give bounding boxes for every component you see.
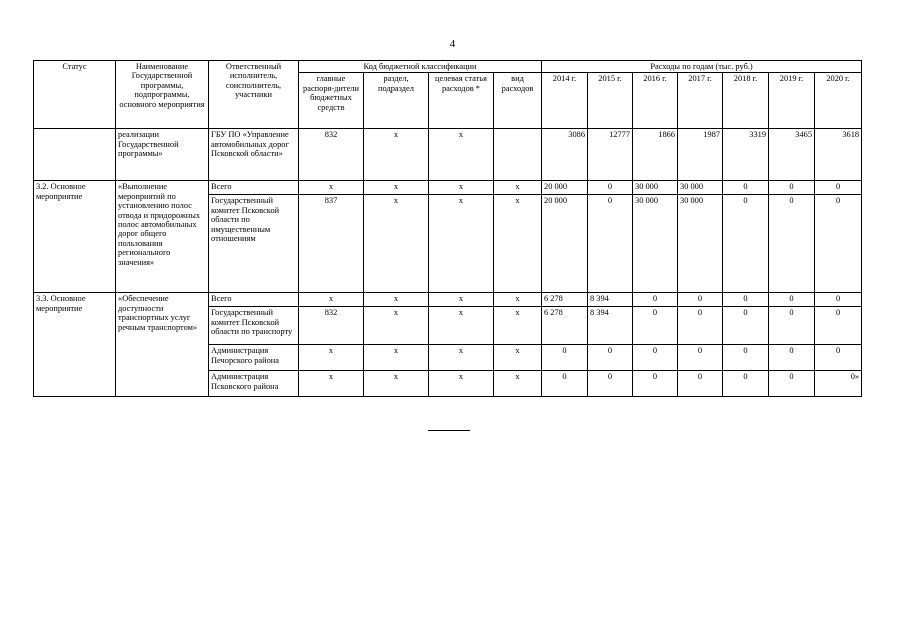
value-cell: 0	[678, 293, 723, 307]
budget-table	[33, 60, 862, 397]
value-cell: 0	[815, 307, 862, 345]
code-cell: х	[364, 129, 429, 181]
value-cell: 6 278	[542, 293, 588, 307]
value-cell: 0	[723, 181, 769, 195]
value-cell: 0	[769, 345, 815, 371]
code-cell: х	[364, 371, 429, 397]
value-cell: 30 000	[633, 195, 678, 293]
code-cell: х	[364, 181, 429, 195]
value-cell: 0	[769, 181, 815, 195]
code-cell: х	[364, 307, 429, 345]
code-cell: х	[494, 195, 542, 293]
value-cell: 0	[769, 293, 815, 307]
closing-rule	[428, 430, 470, 431]
header-year: 2019 г.	[769, 73, 815, 129]
code-cell: х	[494, 307, 542, 345]
header-name: Наименование Государственной программы, подпрограммы, основного мероприятия	[116, 61, 209, 129]
code-cell: 832	[299, 307, 364, 345]
header-code-col: вид расходов	[494, 73, 542, 129]
value-cell: 0	[815, 293, 862, 307]
code-cell: х	[364, 195, 429, 293]
value-cell: 0	[588, 371, 633, 397]
code-cell: х	[429, 307, 494, 345]
value-cell: 0	[633, 293, 678, 307]
executor-cell: Всего	[209, 181, 299, 195]
executor-cell: Государственный комитет Псковской области по имущественным отношениям	[209, 195, 299, 293]
code-cell: х	[364, 345, 429, 371]
value-cell: 0	[723, 293, 769, 307]
code-cell: х	[429, 181, 494, 195]
header-code-group: Код бюджетной классификации	[299, 61, 542, 73]
value-cell: 1987	[678, 129, 723, 181]
code-cell: х	[299, 181, 364, 195]
value-cell: 0	[678, 371, 723, 397]
value-cell: 0	[769, 371, 815, 397]
value-cell: 0	[815, 181, 862, 195]
value-cell: 3319	[723, 129, 769, 181]
value-cell: 0	[588, 345, 633, 371]
value-cell: 6 278	[542, 307, 588, 345]
value-cell: 0	[633, 371, 678, 397]
status-cell	[34, 129, 116, 181]
header-executor: Ответственный исполнитель, соисполнитель, участники	[209, 61, 299, 129]
value-cell: 30 000	[633, 181, 678, 195]
value-cell: 20 000	[542, 181, 588, 195]
code-cell: х	[299, 371, 364, 397]
header-year: 2020 г.	[815, 73, 862, 129]
header-code-col: целевая статья расходов *	[429, 73, 494, 129]
executor-cell: Администрация Печорского района	[209, 345, 299, 371]
value-cell: 12777	[588, 129, 633, 181]
header-status: Статус	[34, 61, 116, 129]
value-cell: 0	[633, 307, 678, 345]
value-cell: 8 394	[588, 293, 633, 307]
code-cell: х	[494, 371, 542, 397]
code-cell: х	[429, 345, 494, 371]
header-year: 2018 г.	[723, 73, 769, 129]
header-code-col: главные распоря-дители бюджетных средств	[299, 73, 364, 129]
executor-cell: Всего	[209, 293, 299, 307]
code-cell: х	[494, 345, 542, 371]
code-cell: х	[494, 293, 542, 307]
code-cell: х	[429, 129, 494, 181]
executor-cell: Администрация Псковского района	[209, 371, 299, 397]
name-cell: «Обеспечение доступности транспортных услуг речным транспортом»	[116, 293, 209, 397]
value-cell: 0	[723, 371, 769, 397]
value-cell: 0	[542, 345, 588, 371]
code-cell: 837	[299, 195, 364, 293]
header-years-group: Расходы по годам (тыс. руб.)	[542, 61, 862, 73]
code-cell: х	[494, 181, 542, 195]
value-cell: 0	[815, 195, 862, 293]
value-cell: 0	[769, 307, 815, 345]
code-cell: х	[299, 293, 364, 307]
executor-cell: ГБУ ПО «Управление автомобильных дорог Псковской области»	[209, 129, 299, 181]
value-cell: 0	[723, 345, 769, 371]
header-year: 2014 г.	[542, 73, 588, 129]
header-code-col: раздел, подраздел	[364, 73, 429, 129]
code-cell: х	[429, 371, 494, 397]
value-cell: 8 394	[588, 307, 633, 345]
name-cell: реализации Государственной программы»	[116, 129, 209, 181]
code-cell	[494, 129, 542, 181]
header-year: 2015 г.	[588, 73, 633, 129]
value-cell: 20 000	[542, 195, 588, 293]
value-cell: 0	[678, 307, 723, 345]
value-cell: 1866	[633, 129, 678, 181]
value-cell: 30 000	[678, 195, 723, 293]
value-cell: 0	[723, 307, 769, 345]
value-cell: 0	[678, 345, 723, 371]
value-cell: 0	[815, 345, 862, 371]
code-cell: 832	[299, 129, 364, 181]
value-cell: 3086	[542, 129, 588, 181]
code-cell: х	[364, 293, 429, 307]
table-row	[34, 293, 862, 307]
value-cell: 3465	[769, 129, 815, 181]
code-cell: х	[429, 293, 494, 307]
value-cell: 0	[769, 195, 815, 293]
value-cell: 0	[542, 371, 588, 397]
status-cell: 3.3. Основное мероприятие	[34, 293, 116, 397]
status-cell: 3.2. Основное мероприятие	[34, 181, 116, 293]
value-cell: 0	[588, 195, 633, 293]
page-number: 4	[449, 38, 456, 50]
header-year: 2017 г.	[678, 73, 723, 129]
table-row	[34, 181, 862, 195]
value-cell: 0	[588, 181, 633, 195]
value-cell: 0»	[815, 371, 862, 397]
header-year: 2016 г.	[633, 73, 678, 129]
value-cell: 0	[723, 195, 769, 293]
executor-cell: Государственный комитет Псковской области по транспорту	[209, 307, 299, 345]
value-cell: 3618	[815, 129, 862, 181]
name-cell: «Выполнение мероприятий по установлению полос отвода и придорожных полос автомобильных дорог общего пользования регионального значения»	[116, 181, 209, 293]
code-cell: х	[299, 345, 364, 371]
value-cell: 0	[633, 345, 678, 371]
code-cell: х	[429, 195, 494, 293]
value-cell: 30 000	[678, 181, 723, 195]
header-row-1	[34, 61, 862, 73]
table-row	[34, 129, 862, 181]
